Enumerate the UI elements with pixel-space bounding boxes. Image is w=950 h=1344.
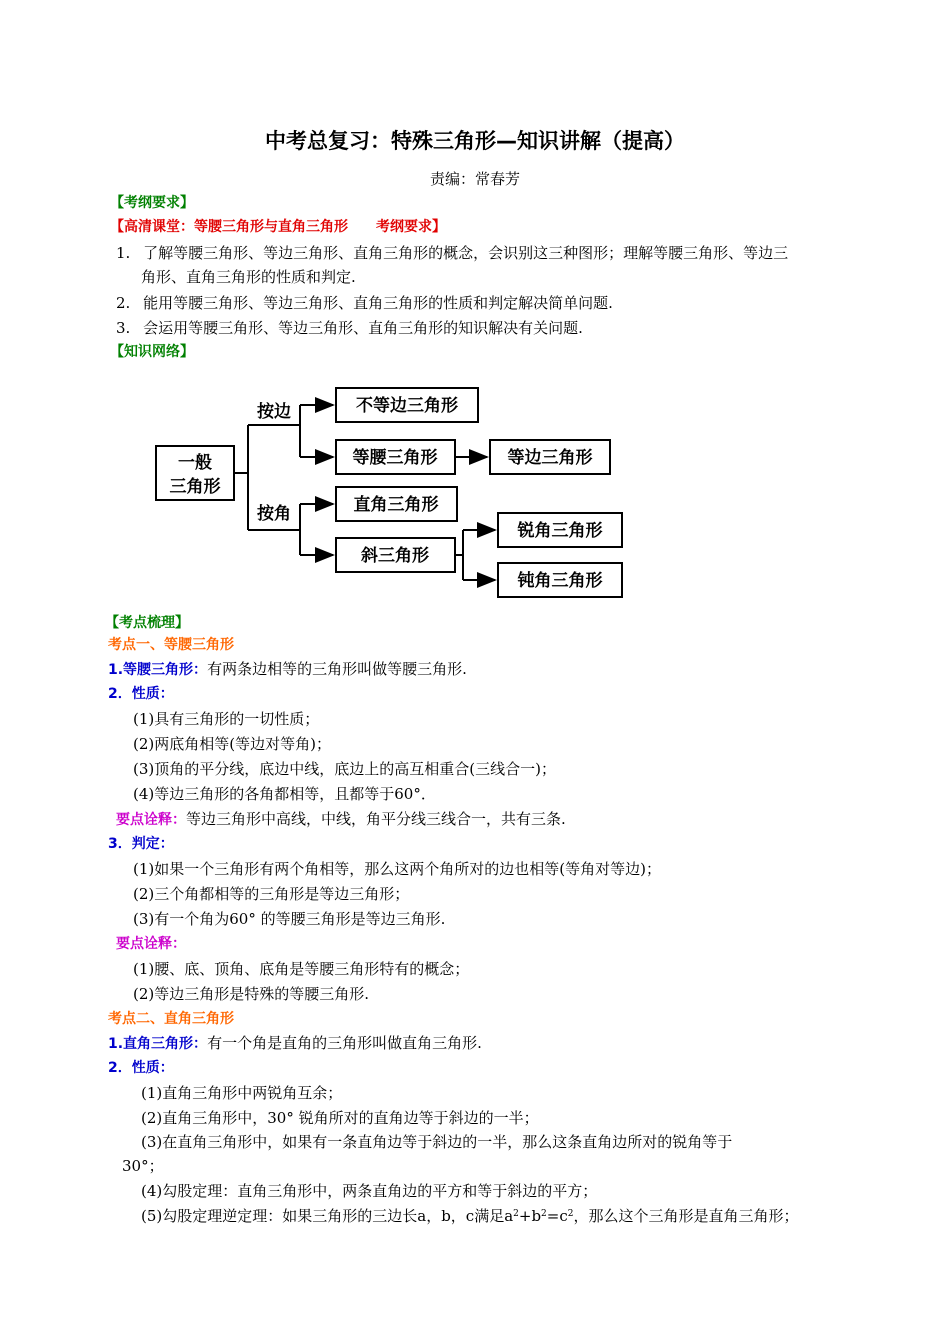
requirement-item-2 — [116, 292, 613, 314]
prop5-part-c: =c — [546, 1207, 568, 1225]
point1-judge-2: (2)三个角都相等的三角形是等边三角形； — [133, 885, 410, 903]
requirement-item-1-cont: 角形、直角三角形的性质和判定. — [141, 268, 356, 286]
requirement-num: 2. — [116, 294, 131, 312]
point1-note2-2: (2)等边三角形是特殊的等腰三角形. — [133, 985, 370, 1003]
diagram-right: 直角三角形 — [353, 495, 439, 515]
note-label: 要点诠释： — [116, 812, 186, 828]
hd-class-link[interactable]: 【高清课堂：等腰三角形与直角三角形 考纲要求】 — [110, 219, 446, 235]
knowledge-network-diagram — [150, 380, 630, 605]
requirement-text: 会运用等腰三角形、等边三角形、直角三角形的知识解决有关问题. — [143, 319, 583, 337]
prop5-sup-3: 2 — [567, 1209, 574, 1219]
point1-note1 — [116, 808, 566, 831]
point1-definition — [108, 658, 467, 681]
point1-heading: 考点一、等腰三角形 — [108, 637, 234, 653]
point1-note2-1: (1)腰、底、顶角、底角是等腰三角形特有的概念； — [133, 960, 470, 978]
requirement-text: 能用等腰三角形、等边三角形、直角三角形的性质和判定解决简单问题. — [143, 294, 613, 312]
requirement-item-1 — [116, 242, 788, 264]
prop5-part-b: +b — [518, 1207, 542, 1225]
point2-definition — [108, 1032, 482, 1055]
diagram-equilateral: 等边三角形 — [507, 448, 593, 468]
requirement-num: 1. — [116, 244, 131, 262]
diagram-isosceles: 等腰三角形 — [352, 448, 438, 468]
author-line: 责编：常春芳 — [429, 170, 520, 188]
diagram-scalene: 不等边三角形 — [356, 396, 458, 416]
point1-property-4: (4)等边三角形的各角都相等，且都等于60°． — [133, 785, 436, 803]
page-title: 中考总复习：特殊三角形—知识讲解（提高） — [265, 129, 685, 153]
point2-property-1: (1)直角三角形中两锐角互余； — [141, 1084, 343, 1102]
diagram-oblique: 斜三角形 — [361, 546, 429, 566]
requirement-text: 了解等腰三角形、等边三角形、直角三角形的概念，会识别这三种图形；理解等腰三角形、等边三 — [143, 244, 789, 262]
note-text: 等边三角形中高线，中线，角平分线三线合一，共有三条. — [186, 810, 566, 828]
section-requirements: 【考纲要求】 — [110, 195, 194, 211]
point1-property-3: (3)顶角的平分线，底边中线，底边上的高互相重合(三线合一)； — [133, 760, 556, 778]
section-network: 【知识网络】 — [110, 344, 194, 360]
point2-property-4: (4)勾股定理：直角三角形中，两条直角边的平方和等于斜边的平方； — [141, 1182, 598, 1200]
diagram-root-line1: 一般 — [178, 453, 212, 473]
point2-property-2: (2)直角三角形中，30° 锐角所对的直角边等于斜边的一半； — [141, 1109, 539, 1127]
point2-property-5 — [141, 1205, 799, 1227]
point2-property-3-cont: 30°； — [122, 1157, 164, 1175]
prop5-sup-2: 2 — [541, 1209, 547, 1219]
point1-property-2: (2)两底角相等(等边对等角)； — [133, 735, 331, 753]
definition-text: 有两条边相等的三角形叫做等腰三角形. — [207, 660, 467, 678]
point1-property-1: (1)具有三角形的一切性质； — [133, 710, 320, 728]
point1-note2-label: 要点诠释： — [116, 936, 186, 952]
definition-text: 有一个角是直角的三角形叫做直角三角形. — [207, 1034, 482, 1052]
definition-label: 1.等腰三角形： — [108, 662, 208, 678]
prop5-part-a: (5)勾股定理逆定理：如果三角形的三边长a，b，c满足a — [141, 1207, 514, 1225]
section-points: 【考点梳理】 — [105, 615, 189, 631]
requirement-num: 3. — [116, 319, 131, 337]
prop5-part-d: ，那么这个三角形是直角三角形； — [573, 1207, 799, 1225]
point1-property-label: 2．性质： — [108, 686, 174, 702]
prop5-sup-1: 2 — [513, 1209, 519, 1219]
definition-label: 1.直角三角形： — [108, 1036, 208, 1052]
diagram-by-side: 按边 — [257, 402, 291, 422]
point1-judge-1: (1)如果一个三角形有两个角相等，那么这两个角所对的边也相等(等角对等边)； — [133, 860, 661, 878]
point1-judge-3: (3)有一个角为60° 的等腰三角形是等边三角形. — [133, 910, 446, 928]
diagram-acute: 锐角三角形 — [517, 521, 603, 541]
point2-property-3: (3)在直角三角形中，如果有一条直角边等于斜边的一半，那么这条直角边所对的锐角等于 — [141, 1133, 733, 1151]
point2-heading: 考点二、直角三角形 — [108, 1011, 234, 1027]
diagram-by-angle: 按角 — [257, 504, 291, 524]
requirement-item-3 — [116, 317, 583, 339]
point1-judge-label: 3．判定： — [108, 836, 174, 852]
diagram-obtuse: 钝角三角形 — [517, 571, 603, 591]
point2-property-label: 2．性质： — [108, 1060, 174, 1076]
diagram-root-line2: 三角形 — [169, 477, 221, 497]
